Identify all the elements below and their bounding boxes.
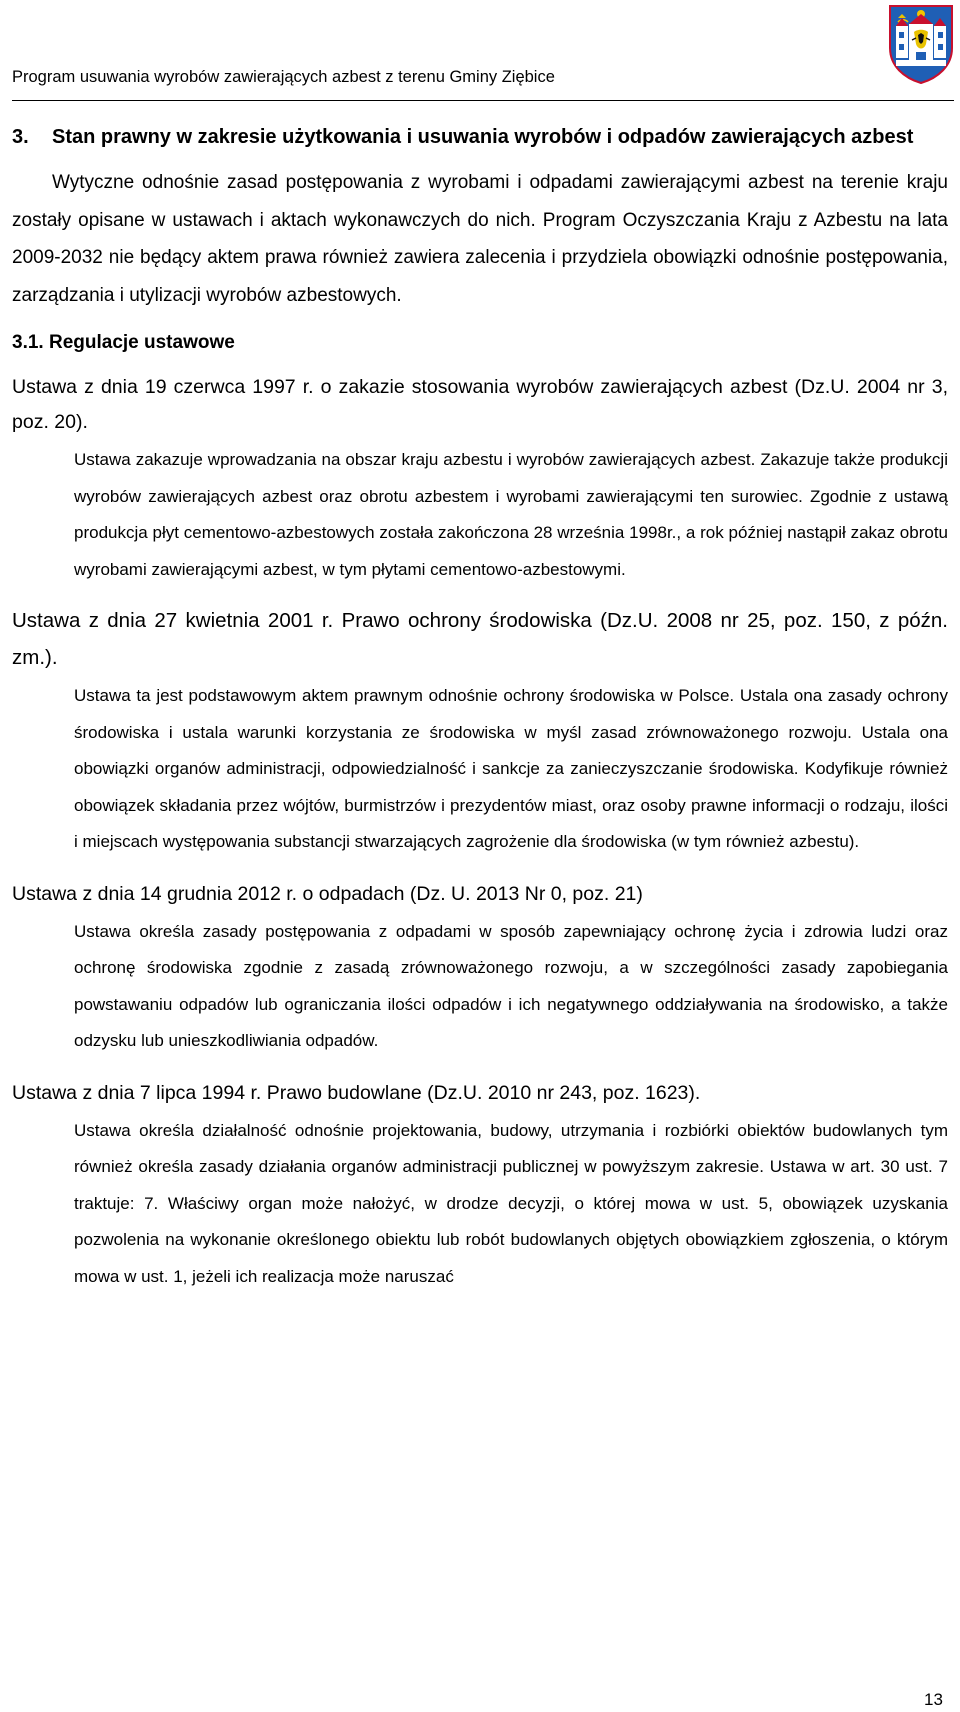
section-number: 3.: [12, 126, 29, 148]
law-title: Ustawa z dnia 7 lipca 1994 r. Prawo budowlane (Dz.U. 2010 nr 243, poz. 1623).: [12, 1081, 701, 1104]
law-entry: [12, 1076, 948, 1296]
law-title: Ustawa z dnia 27 kwietnia 2001 r. Prawo ochrony środowiska (Dz.U. 2008 nr 25, poz. 150, z późn. zm.).: [12, 609, 948, 669]
header-rule: [12, 100, 954, 101]
running-header: Program usuwania wyrobów zawierających azbest z terenu Gminy Ziębice: [12, 68, 555, 86]
section-title: Stan prawny w zakresie użytkowania i usuwania wyrobów i odpadów zawierających azbest: [52, 126, 914, 148]
law-description: Ustawa zakazuje wprowadzania na obszar kraju azbestu i wyrobów zawierających azbest. Zakazuje także produkcji wyrobów zawierających azbest oraz obrotu azbestem i wyrobami zawierającymi ten surowiec. Zgodnie z ustawą produkcja płyt cementowo-azbestowych została zakończona 28 września 1998r., a rok później nastąpił zakaz obrotu wyrobami zawierającymi azbest, w tym płytami cementowo-azbestowymi.: [74, 450, 948, 579]
document-body: [12, 121, 948, 1295]
law-description: Ustawa określa działalność odnośnie projektowania, budowy, utrzymania i rozbiórki obiektów budowlanych tym również określa zasady działania organów administracji publicznej w powyższym zakresie. Ustawa w art. 30 ust. 7 traktuje: 7. Właściwy organ może nałożyć, w drodze decyzji, o której mowa w ust. 5, obowiązek uzyskania pozwolenia na wykonanie określonego obiektu lub robót budowlanych objętych obowiązkiem zgłoszenia, o którym mowa w ust. 1, jeżeli ich realizacja może naruszać: [74, 1120, 948, 1286]
intro-paragraph: Wytyczne odnośnie zasad postępowania z wyrobami i odpadami zawierającymi azbest na terenie kraju zostały opisane w ustawach i aktach wykonawczych do nich. Program Oczyszczania Kraju z Azbestu na lata 2009-2032 nie będący aktem prawa również zawiera zalecenia i przydziela obowiązki odnośnie postępowania, zarządzania i utylizacji wyrobów azbestowych.: [12, 172, 948, 306]
law-description: Ustawa ta jest podstawowym aktem prawnym odnośnie ochrony środowiska w Polsce. Ustala ona zasady ochrony środowiska i ustala warunki korzystania ze środowiska w myśl zasad zrównoważonego rozwoju. Ustala ona obowiązki organów administracji, odpowiedzialność i sankcje za zanieczyszczanie środowiska. Kodyfikuje również obowiązek składania przez wójtów, burmistrzów i prezydentów miast, oraz osoby prawne informacji o rodzaju, ilości i miejscach występowania substancji stwarzających zagrożenie dla środowiska (w tym również azbestu).: [74, 686, 948, 851]
subsection-heading: 3.1. Regulacje ustawowe: [12, 332, 235, 353]
law-entry: [12, 877, 948, 1060]
section-heading: [12, 121, 948, 153]
page-number: 13: [924, 1690, 943, 1709]
law-description: Ustawa określa zasady postępowania z odpadami w sposób zapewniający ochronę życia i zdrowia ludzi oraz ochronę środowiska zgodnie z zasadą zrównoważonego rozwoju, a w szczególności zasady zapobiegania powstawaniu odpadów lub ograniczania ilości odpadów i ich negatywnego oddziaływania na środowisko, a także odzysku lub unieszkodliwiania odpadów.: [74, 921, 948, 1050]
law-title: Ustawa z dnia 14 grudnia 2012 r. o odpadach (Dz. U. 2013 Nr 0, poz. 21): [12, 882, 643, 905]
law-entry: [12, 602, 948, 861]
law-entry: [12, 370, 948, 588]
coat-of-arms-icon: [888, 4, 954, 84]
law-title: Ustawa z dnia 19 czerwca 1997 r. o zakazie stosowania wyrobów zawierających azbest (Dz.U. 2004 nr 3, poz. 20).: [12, 376, 948, 433]
